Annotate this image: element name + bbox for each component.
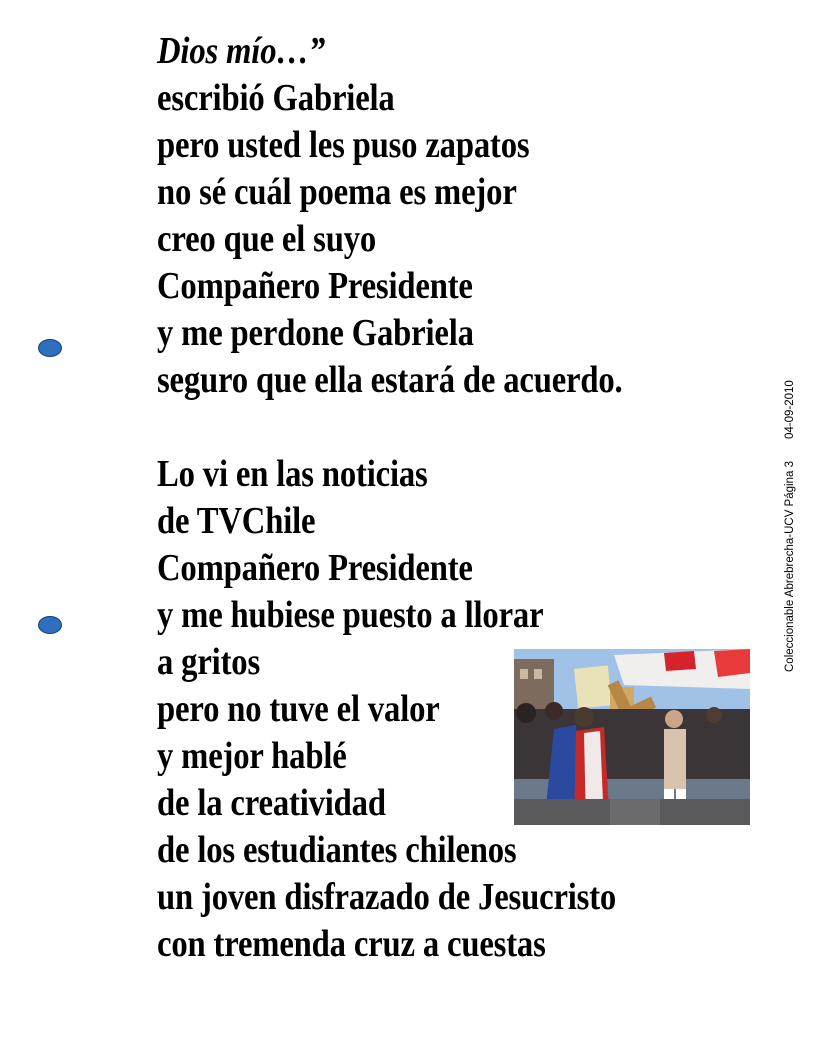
poem-line: a gritos bbox=[157, 641, 261, 683]
protest-photo-icon bbox=[514, 649, 750, 825]
punch-hole-top bbox=[38, 339, 62, 357]
poem-line: de TVChile bbox=[157, 500, 316, 542]
poem-line: pero usted les puso zapatos bbox=[157, 124, 530, 166]
protest-photo bbox=[514, 649, 750, 825]
poem-line: no sé cuál poema es mejor bbox=[157, 171, 517, 213]
poem bbox=[157, 28, 623, 968]
poem-line: un joven disfrazado de Jesucristo bbox=[157, 876, 617, 918]
poem-line: Lo vi en las noticias bbox=[157, 453, 428, 495]
poem-line: creo que el suyo bbox=[157, 218, 377, 260]
poem-line: y mejor hablé bbox=[157, 735, 347, 777]
poem-line: Compañero Presidente bbox=[157, 265, 473, 307]
poem-line: y me hubiese puesto a llorar bbox=[157, 594, 544, 636]
poem-line: seguro que ella estará de acuerdo. bbox=[157, 359, 623, 401]
punch-hole-bottom bbox=[38, 616, 62, 634]
footer-date: 04-09-2010 bbox=[784, 380, 796, 440]
poem-line: pero no tuve el valor bbox=[157, 688, 440, 730]
footer-source: Coleccionable Abrebrecha-UCV Página 3 bbox=[784, 461, 796, 672]
poem-line: y me perdone Gabriela bbox=[157, 312, 474, 354]
footer-vertical bbox=[784, 380, 796, 672]
poem-line: con tremenda cruz a cuestas bbox=[157, 923, 546, 965]
stanza-gap bbox=[157, 404, 623, 451]
poem-line: escribió Gabriela bbox=[157, 77, 395, 119]
poem-line: de los estudiantes chilenos bbox=[157, 829, 517, 871]
poem-line: de la creatividad bbox=[157, 782, 386, 824]
poem-line: Dios mío…” bbox=[157, 30, 326, 72]
poem-line: Compañero Presidente bbox=[157, 547, 473, 589]
